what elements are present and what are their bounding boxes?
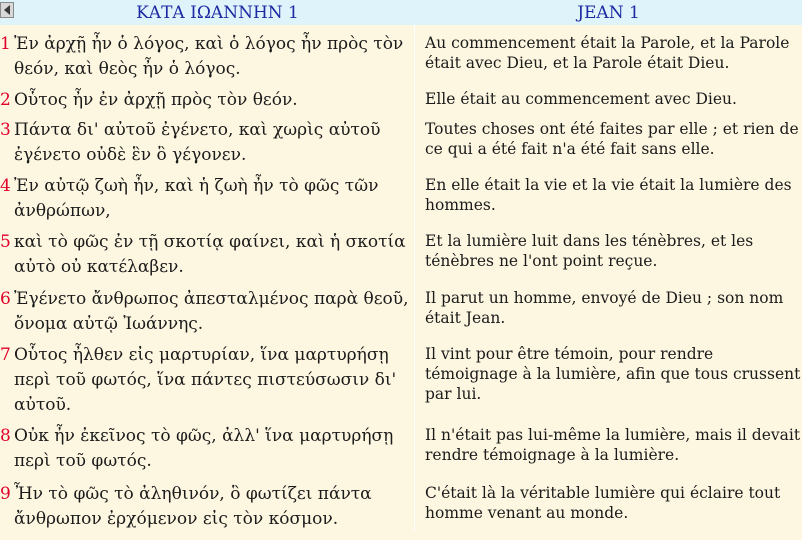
back-button[interactable] <box>0 2 14 18</box>
french-verse-text: Il n'était pas lui-même la lumière, mais il devait rendre témoignage à la lumière. <box>425 426 801 464</box>
greek-verse-text: Οὗτος ἦν ἐν ἀρχῇ πρὸς τὸν θεόν. <box>14 90 298 110</box>
column-divider <box>414 280 415 336</box>
french-verse-text: Il parut un homme, envoyé de Dieu ; son nom était Jean. <box>425 289 784 327</box>
french-verse-text: Elle était au commencement avec Dieu. <box>425 90 737 108</box>
column-divider <box>414 25 415 81</box>
verse-number[interactable]: 8 <box>0 426 11 446</box>
column-divider <box>414 223 415 280</box>
greek-verse-text: Ἦν τὸ φῶς τὸ ἀληθινόν, ὃ φωτίζει πάντα ἄνθρωπον ἐρχόμενον εἰς τὸν κόσμον. <box>14 484 372 529</box>
french-verse-text: En elle était la vie et la vie était la lumière des hommes. <box>425 176 792 214</box>
french-verse-text: Au commencement était la Parole, et la Parole était avec Dieu, et la Parole était Dieu. <box>425 34 790 72</box>
verse-row <box>0 475 802 531</box>
verse-row <box>0 417 802 475</box>
greek-verse-text: Ἐν αὐτῷ ζωὴ ἦν, καὶ ἡ ζωὴ ἦν τὸ φῶς τῶν ἀνθρώπων, <box>14 176 379 221</box>
verse-number[interactable]: 3 <box>0 120 11 140</box>
verse-row <box>0 25 802 81</box>
column-divider <box>414 475 415 531</box>
verse-number[interactable]: 4 <box>0 176 11 196</box>
greek-verse-text: Ἐν ἀρχῇ ἦν ὁ λόγος, καὶ ὁ λόγος ἦν πρὸς τὸν θεόν, καὶ θεὸς ἦν ὁ λόγος. <box>14 34 404 79</box>
left-arrow-icon <box>3 5 11 15</box>
greek-book-title: ΚΑΤΑ ΙΩΑΝΝΗΝ 1 <box>136 3 299 23</box>
verse-row <box>0 280 802 336</box>
french-verse-text: Il vint pour être témoin, pour rendre témoignage à la lumière, afin que tous crussent par lui. <box>425 345 801 403</box>
french-book-title: JEAN 1 <box>577 3 640 23</box>
verse-row <box>0 223 802 280</box>
verse-number[interactable]: 9 <box>0 484 11 504</box>
verse-number[interactable]: 6 <box>0 289 11 309</box>
french-verse-text: C'était là la véritable lumière qui éclaire tout homme venant au monde. <box>425 484 781 522</box>
column-divider <box>414 167 415 223</box>
french-verse-text: Toutes choses ont été faites par elle ; et rien de ce qui a été fait n'a été fait sans elle. <box>425 120 799 158</box>
verse-row <box>0 167 802 223</box>
french-verse-text: Et la lumière luit dans les ténèbres, et les ténèbres ne l'ont point reçue. <box>425 232 754 270</box>
verse-number[interactable]: 1 <box>0 34 11 54</box>
verse-row <box>0 111 802 167</box>
verse-table <box>0 25 802 531</box>
greek-verse-text: Οὐκ ἦν ἐκεῖνος τὸ φῶς, ἀλλ' ἵνα μαρτυρήσῃ περὶ τοῦ φωτός. <box>14 426 394 471</box>
greek-verse-text: καὶ τὸ φῶς ἐν τῇ σκοτίᾳ φαίνει, καὶ ἡ σκοτία αὐτὸ οὐ κατέλαβεν. <box>14 232 406 277</box>
verse-row <box>0 81 802 111</box>
column-divider <box>414 81 415 111</box>
column-divider <box>414 111 415 167</box>
verse-number[interactable]: 2 <box>0 90 11 110</box>
verse-number[interactable]: 5 <box>0 232 11 252</box>
greek-verse-text: Ἐγένετο ἄνθρωπος ἀπεσταλμένος παρὰ θεοῦ, ὄνομα αὐτῷ Ἰωάννης. <box>14 289 409 334</box>
verse-row <box>0 336 802 417</box>
verse-number[interactable]: 7 <box>0 345 11 365</box>
greek-verse-text: Πάντα δι' αὐτοῦ ἐγένετο, καὶ χωρὶς αὐτοῦ ἐγένετο οὐδὲ ἓν ὃ γέγονεν. <box>14 120 381 165</box>
greek-verse-text: Οὗτος ἦλθεν εἰς μαρτυρίαν, ἵνα μαρτυρήσῃ περὶ τοῦ φωτός, ἵνα πάντες πιστεύσωσιν δι' αὐτοῦ. <box>14 345 397 415</box>
header-bar <box>0 0 802 25</box>
column-divider <box>414 417 415 475</box>
column-divider <box>414 336 415 417</box>
